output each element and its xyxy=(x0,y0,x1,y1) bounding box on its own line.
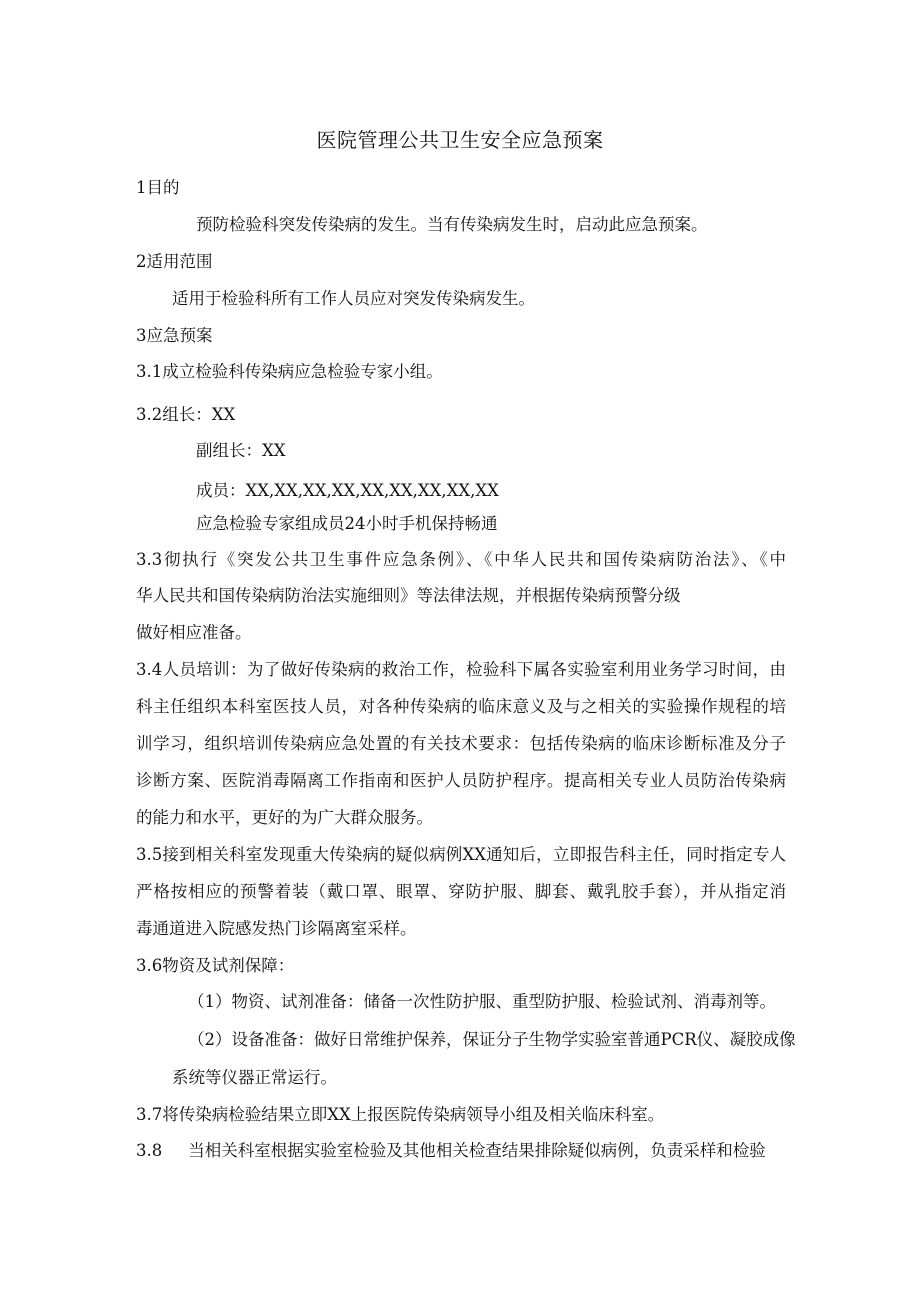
section-3-3-line: 做好相应准备。 xyxy=(136,623,252,642)
section-3-2-deputy: 副组长：XX xyxy=(196,441,286,460)
section-1-text: 预防检验科突发传染病的发生。当有传染病发生时，启动此应急预案。 xyxy=(196,215,708,234)
section-3-8 xyxy=(136,1141,766,1161)
section-1-heading: 1目的 xyxy=(136,178,180,197)
section-3-2-note: 应急检验专家组成员24小时手机保持畅通 xyxy=(196,514,498,533)
document-title: 医院管理公共卫生安全应急预案 xyxy=(316,128,604,152)
section-3-3-line: 3.3彻执行《突发公共卫生事件应急条例》、《中华人民共和国传染病防治法》、《中 xyxy=(136,550,786,569)
section-3-7: 3.7将传染病检验结果立即XX上报医院传染病领导小组及相关临床科室。 xyxy=(136,1105,665,1124)
section-2-heading: 2适用范围 xyxy=(136,252,213,271)
section-3-6-item-continued: 系统等仪器正常运行。 xyxy=(172,1068,337,1087)
section-3-8-text: 当相关科室根据实验室检验及其他相关检查结果排除疑似病例，负责采样和检验 xyxy=(188,1141,766,1160)
section-3-4-line: 的能力和水平，更好的为广大群众服务。 xyxy=(136,808,433,827)
section-2-text: 适用于检验科所有工作人员应对突发传染病发生。 xyxy=(172,289,535,308)
section-3-2-members: 成员：XX,XX,XX,XX,XX,XX,XX,XX,XX xyxy=(196,481,499,500)
section-3-6-heading: 3.6物资及试剂保障： xyxy=(136,956,295,975)
section-3-4-line: 训学习，组织培训传染病应急处置的有关技术要求：包括传染病的临床诊断标准及分子 xyxy=(136,734,786,753)
section-3-4-line: 诊断方案、医院消毒隔离工作指南和医护人员防护程序。提高相关专业人员防治传染病 xyxy=(136,771,786,790)
section-3-6-item: （1）物资、试剂准备：储备一次性防护服、重型防护服、检验试剂、消毒剂等。 xyxy=(188,992,776,1011)
section-3-1: 3.1成立检验科传染病应急检验专家小组。 xyxy=(136,362,443,381)
section-3-5-line: 毒通道进入院感发热门诊隔离室采样。 xyxy=(136,919,417,938)
section-3-3-line: 华人民共和国传染病防治法实施细则》等法律法规，并根据传染病预警分级 xyxy=(136,586,681,605)
section-3-5-line: 3.5接到相关科室发现重大传染病的疑似病例XX通知后，立即报告科主任，同时指定专人 xyxy=(136,845,786,864)
section-3-8-number: 3.8 xyxy=(136,1141,163,1160)
section-3-heading: 3应急预案 xyxy=(136,326,213,345)
section-3-4-line: 3.4人员培训：为了做好传染病的救治工作，检验科下属各实验室利用业务学习时间，由 xyxy=(136,660,786,679)
section-3-6-item: （2）设备准备：做好日常维护保养，保证分子生物学实验室普通PCR仪、凝胶成像 xyxy=(188,1030,796,1049)
section-3-4-line: 科主任组织本科室医技人员，对各种传染病的临床意义及与之相关的实验操作规程的培 xyxy=(136,697,786,716)
section-3-5-line: 严格按相应的预警着装（戴口罩、眼罩、穿防护服、脚套、戴乳胶手套），并从指定消 xyxy=(136,882,786,901)
section-3-2-leader: 3.2组长：XX xyxy=(136,405,236,424)
